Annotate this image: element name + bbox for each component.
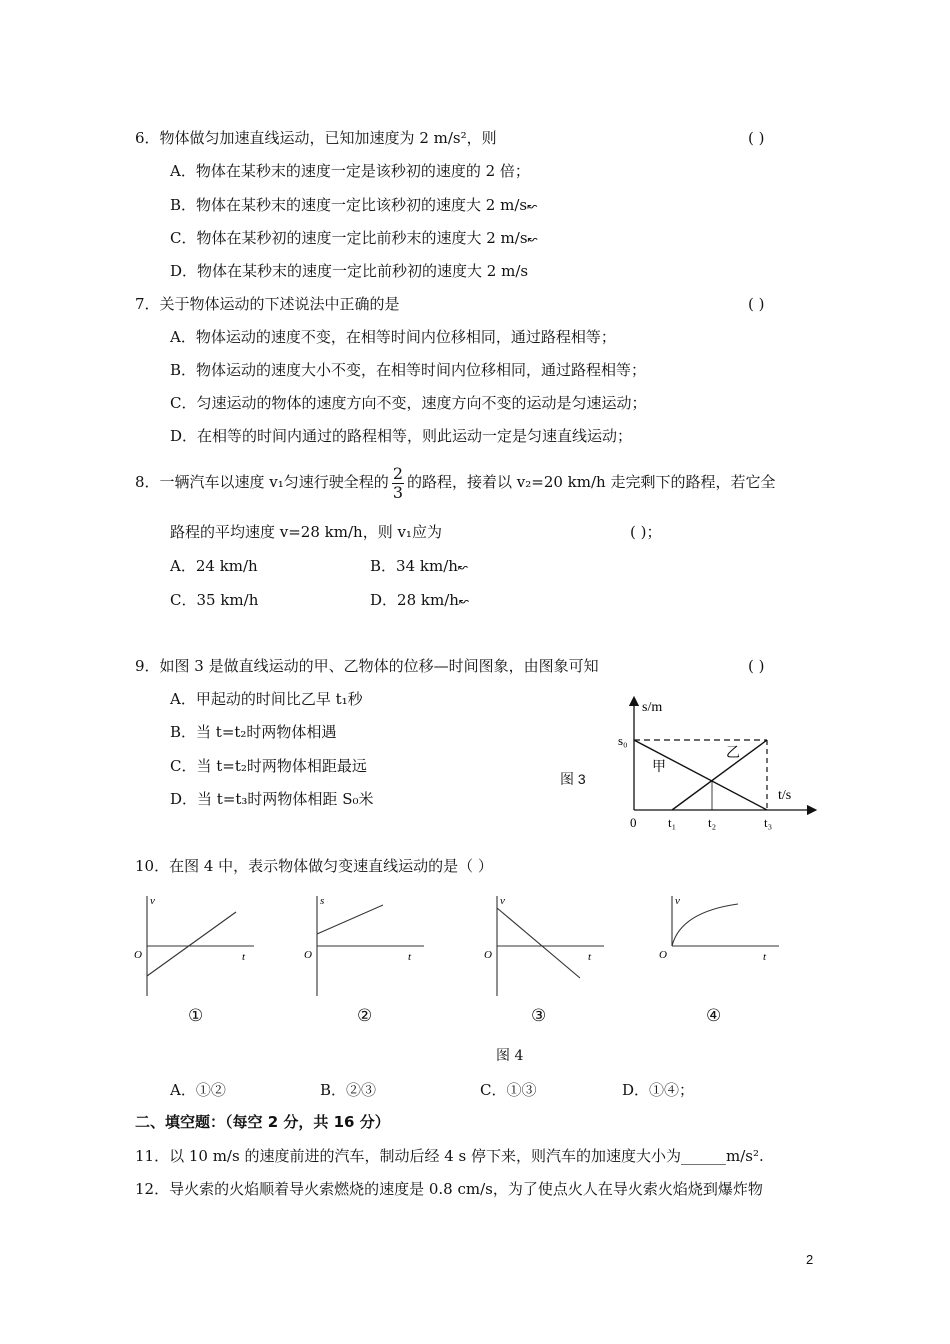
graph1-number: ①: [188, 1006, 204, 1026]
q10-stem: 10．在图 4 中，表示物体做匀变速直线运动的是（ ）: [135, 857, 493, 875]
q8-option-a: A．24 km/h: [170, 557, 258, 575]
figure3-caption: 图 3: [560, 771, 586, 787]
q9-option-c: C．当 t=t₂时两物体相距最远: [170, 757, 367, 775]
svg-text:O: O: [659, 949, 667, 961]
line-yi: [672, 740, 767, 810]
svg-text:O: O: [134, 949, 142, 961]
t3-label: t₃: [764, 815, 773, 830]
q10-option-a: A．①②: [170, 1081, 226, 1099]
q6-option-a: A．物体在某秒末的速度一定是该秒初的速度的 2 倍；: [170, 162, 530, 180]
scribble-mark-icon: ↜: [458, 594, 469, 608]
q8-stem-continued: 路程的平均速度 v=28 km/h，则 v₁应为: [170, 523, 442, 541]
figure4-graph-3: [480, 890, 610, 1002]
s0-label: s₀: [618, 733, 628, 748]
svg-text:s: s: [320, 895, 325, 907]
svg-text:v: v: [150, 895, 155, 907]
t-axis-label: t/s: [778, 788, 792, 803]
jia-label: 甲: [652, 760, 666, 775]
section2-heading: 二、填空题：（每空 2 分，共 16 分）: [135, 1113, 390, 1131]
scribble-mark-icon: ↜: [457, 560, 468, 574]
figure3-st-graph: [612, 695, 822, 845]
page-number: 2: [806, 1252, 814, 1267]
graph4-number: ④: [706, 1006, 722, 1026]
q9-answer-paren: ( ): [748, 657, 765, 675]
svg-text:t: t: [242, 951, 246, 963]
figure4-graph-4: [655, 890, 785, 1002]
graph1-line: [147, 912, 236, 976]
t1-label: t₁: [668, 815, 677, 830]
line-jia: [634, 740, 767, 810]
q8-option-c: C．35 km/h: [170, 591, 259, 609]
graph2-number: ②: [357, 1006, 373, 1026]
origin-label: 0: [630, 815, 637, 830]
q7-option-b: B．物体运动的速度大小不变，在相等时间内位移相同，通过路程相等；: [170, 361, 647, 379]
svg-text:t: t: [763, 951, 767, 963]
q6-option-b: B．物体在某秒末的速度一定比该秒初的速度大 2 m/s↜: [170, 196, 538, 214]
q8-answer-paren: ( )；: [630, 523, 662, 541]
figure4-graph-1: [130, 890, 260, 1002]
q9-option-a: A．甲起动的时间比乙早 t₁秒: [170, 690, 363, 708]
q7-answer-paren: ( ): [748, 295, 765, 313]
svg-text:O: O: [304, 949, 312, 961]
q8-stem: 8．一辆汽车以速度 v₁匀速行驶全程的 $\frac{2}{3}$ 的路程，接着以 v₂=20 km/h 走完剩下的路程，若它全: [135, 463, 776, 502]
svg-text:v: v: [675, 895, 680, 907]
q7-option-d: D．在相等的时间内通过的路程相等，则此运动一定是匀速直线运动；: [170, 427, 633, 445]
scribble-mark-icon: ↜: [527, 199, 538, 213]
svg-text:t: t: [408, 951, 412, 963]
graph2-line: [317, 905, 383, 934]
q10-option-c: C．①③: [480, 1081, 537, 1099]
svg-text:v: v: [500, 895, 505, 907]
yi-label: 乙: [726, 746, 740, 761]
q6-option-c: C．物体在某秒初的速度一定比前秒末的速度大 2 m/s↜: [170, 229, 538, 247]
q12-text: 12．导火索的火焰顺着导火索燃烧的速度是 0.8 cm/s，为了使点火人在导火索火焰烧到爆炸物: [135, 1180, 763, 1198]
q10-option-d: D．①④；: [622, 1081, 695, 1099]
q7-option-c: C．匀速运动的物体的速度方向不变，速度方向不变的运动是匀速运动；: [170, 394, 647, 412]
q9-stem: 9．如图 3 是做直线运动的甲、乙物体的位移—时间图象，由图象可知: [135, 657, 599, 675]
q10-option-b: B．②③: [320, 1081, 377, 1099]
q6-answer-paren: ( ): [748, 129, 765, 147]
graph4-curve: [672, 904, 738, 946]
q9-option-b: B．当 t=t₂时两物体相遇: [170, 723, 337, 741]
q9-option-d: D．当 t=t₃时两物体相距 S₀米: [170, 790, 374, 808]
q6-option-d: D．物体在某秒末的速度一定比前秒初的速度大 2 m/s: [170, 262, 529, 280]
scribble-mark-icon: ↜: [527, 232, 538, 246]
graph3-line: [497, 908, 580, 978]
svg-text:O: O: [484, 949, 492, 961]
q7-stem: 7．关于物体运动的下述说法中正确的是: [135, 295, 400, 313]
q7-option-a: A．物体运动的速度不变，在相等时间内位移相同，通过路程相等；: [170, 328, 616, 346]
q11-text: 11．以 10 m/s 的速度前进的汽车，制动后经 4 s 停下来，则汽车的加速度大小为______m/s².: [135, 1147, 764, 1165]
s-axis-label: s/m: [642, 700, 663, 715]
figure4-graph-2: [300, 890, 430, 1002]
q8-option-d: D．28 km/h↜: [370, 591, 469, 609]
q8-option-b: B．34 km/h↜: [370, 557, 468, 575]
graph3-number: ③: [531, 1006, 547, 1026]
svg-text:t: t: [588, 951, 592, 963]
figure4-caption: 图 4: [496, 1048, 524, 1064]
q6-stem: 6．物体做匀加速直线运动，已知加速度为 2 m/s²，则: [135, 129, 497, 147]
t2-label: t₂: [708, 815, 717, 830]
fraction-two-thirds: $\frac{2}{3}$: [392, 463, 403, 502]
